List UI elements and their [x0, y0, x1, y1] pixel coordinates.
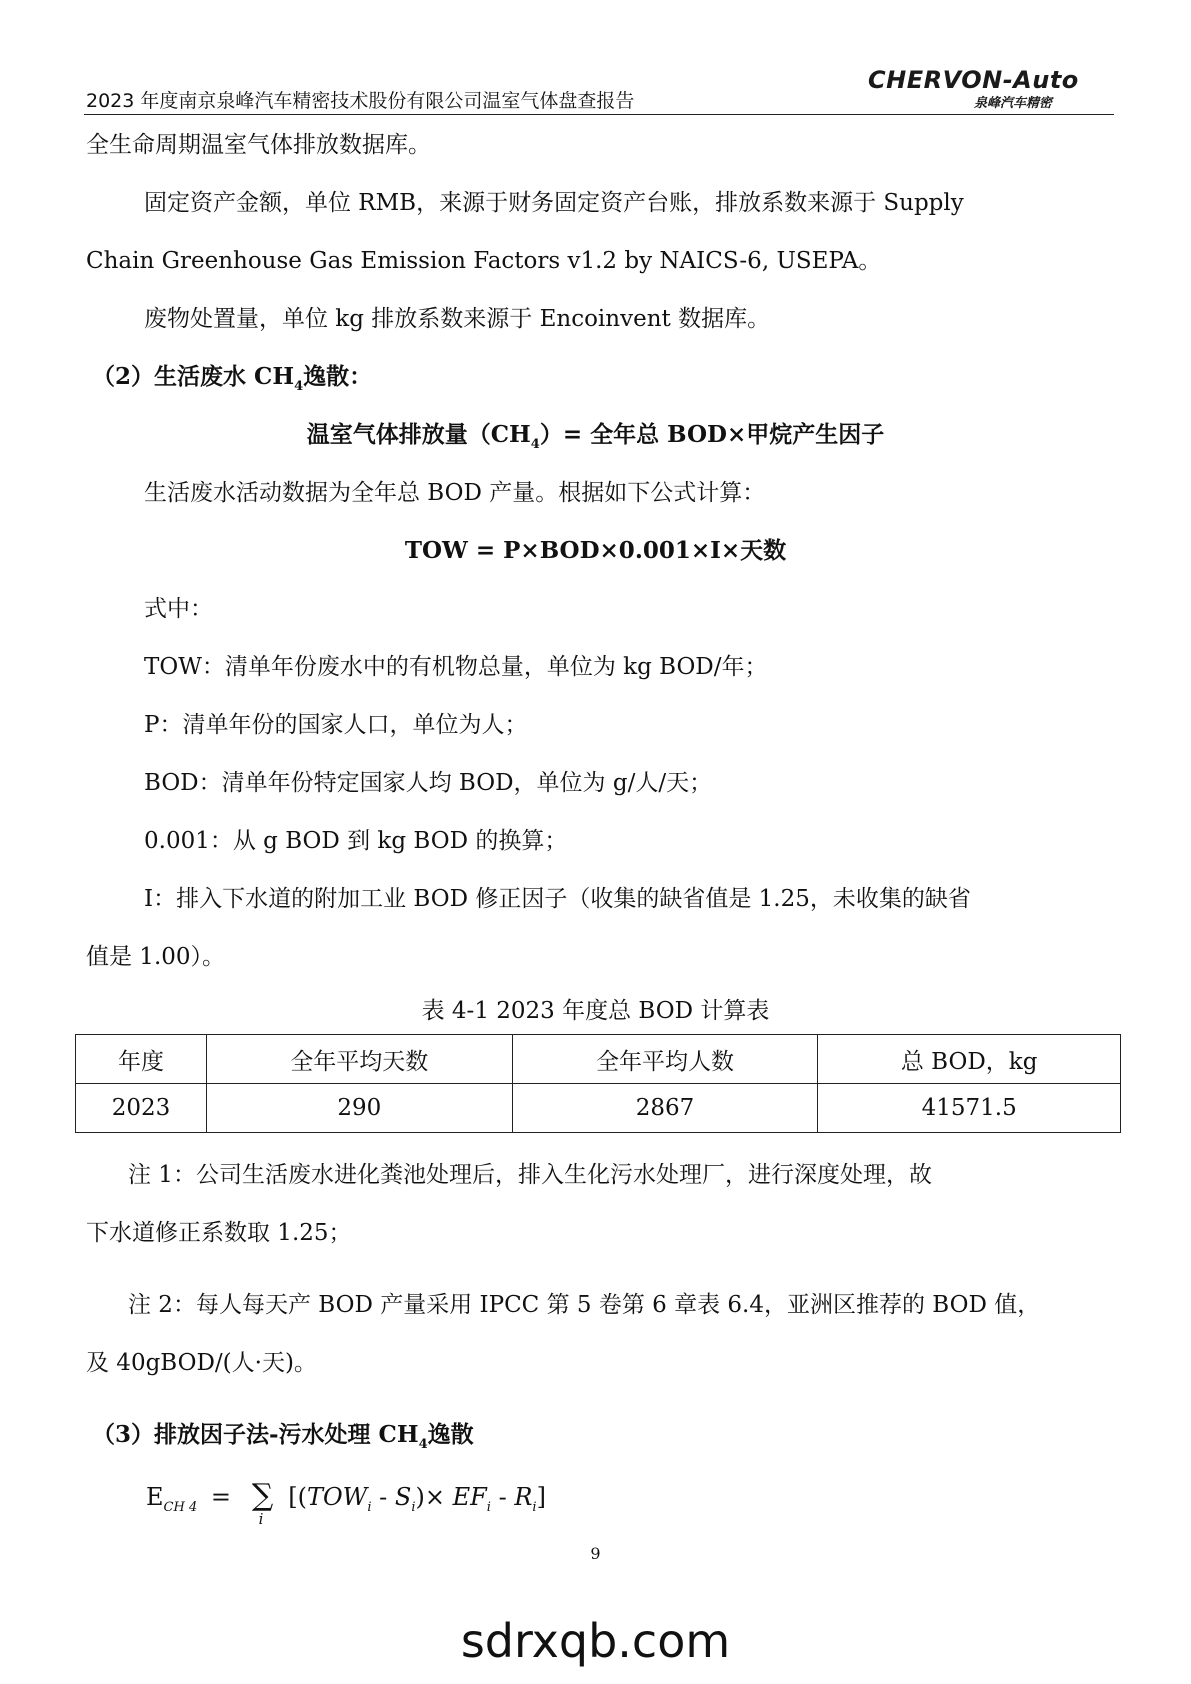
paragraph: 全生命周期温室气体排放数据库。 [86, 132, 431, 158]
table-cell: 41571.5 [818, 1084, 1121, 1133]
logo-wordmark: CHERVON-Auto [868, 66, 1079, 94]
table-cell: 2867 [512, 1084, 818, 1133]
table-row [76, 1084, 1121, 1133]
table-header-cell: 总 BOD，kg [818, 1035, 1121, 1084]
table-caption: 表 4-1 2023 年度总 BOD 计算表 [421, 998, 770, 1024]
bod-table [75, 1034, 1121, 1133]
paragraph: Chain Greenhouse Gas Emission Factors v1.2 by NAICS-6, USEPA。 [86, 248, 882, 274]
section-heading-2: （2）生活废水 $CH_4$逸散： [92, 363, 373, 394]
paragraph: 式中： [144, 596, 213, 622]
paragraph: 固定资产金额，单位 RMB，来源于财务固定资产台账，排放系数来源于 Supply [144, 190, 964, 216]
table-header-row [76, 1035, 1121, 1084]
note: 注 1：公司生活废水进化粪池处理后，排入生化污水处理厂，进行深度处理，故 [128, 1162, 932, 1188]
table-header-cell: 全年平均人数 [512, 1035, 818, 1084]
paragraph: 废物处置量，单位 kg 排放系数来源于 Encoinvent 数据库。 [144, 306, 771, 332]
section-heading-3: （3）排放因子法-污水处理 $CH_4$逸散 [92, 1421, 474, 1452]
company-logo [868, 66, 1079, 111]
paragraph: 生活废水活动数据为全年总 BOD 产量。根据如下公式计算： [144, 480, 766, 506]
note: 及 40gBOD/(人·天)。 [86, 1350, 317, 1376]
note: 注 2：每人每天产 BOD 产量采用 IPCC 第 5 卷第 6 章表 6.4，亚洲区推荐的 BOD 值， [128, 1292, 1041, 1318]
table-header-cell: 年度 [76, 1035, 207, 1084]
table-cell: 2023 [76, 1084, 207, 1133]
paragraph: I：排入下水道的附加工业 BOD 修正因子（收集的缺省值是 1.25，未收集的缺省 [144, 886, 971, 912]
equation-emission: 温室气体排放量$(CH_4)=$ 全年总 BOD×甲烷产生因子 [306, 421, 885, 452]
note: 下水道修正系数取 1.25； [86, 1220, 352, 1246]
paragraph: BOD：清单年份特定国家人均 BOD，单位为 g/人/天； [144, 770, 713, 796]
watermark: sdrxqb.com [460, 1614, 731, 1668]
paragraph: P：清单年份的国家人口，单位为人； [144, 712, 528, 738]
page-number: 9 [590, 1544, 601, 1563]
paragraph: 0.001：从 g BOD 到 kg BOD 的换算； [144, 828, 568, 854]
table-header-cell: 全年平均天数 [206, 1035, 512, 1084]
table-cell: 290 [206, 1084, 512, 1133]
equation-tow: TOW = P×BOD×0.001×I×天数 [404, 537, 787, 564]
paragraph: TOW：清单年份废水中的有机物总量，单位为 kg BOD/年； [144, 654, 768, 680]
formula-ech4: $E_{CH 4}$ = ∑ i $[(TOW_i - S_i)\times EF_i - R_i]$ [146, 1478, 546, 1528]
header-title: 2023 年度南京泉峰汽车精密技术股份有限公司温室气体盘查报告 [86, 90, 635, 112]
logo-subtitle: 泉峰汽车精密 [973, 96, 1052, 111]
paragraph: 值是 1.00）。 [86, 944, 226, 970]
header-rule [84, 114, 1114, 115]
summation-symbol: ∑ i [251, 1478, 274, 1528]
